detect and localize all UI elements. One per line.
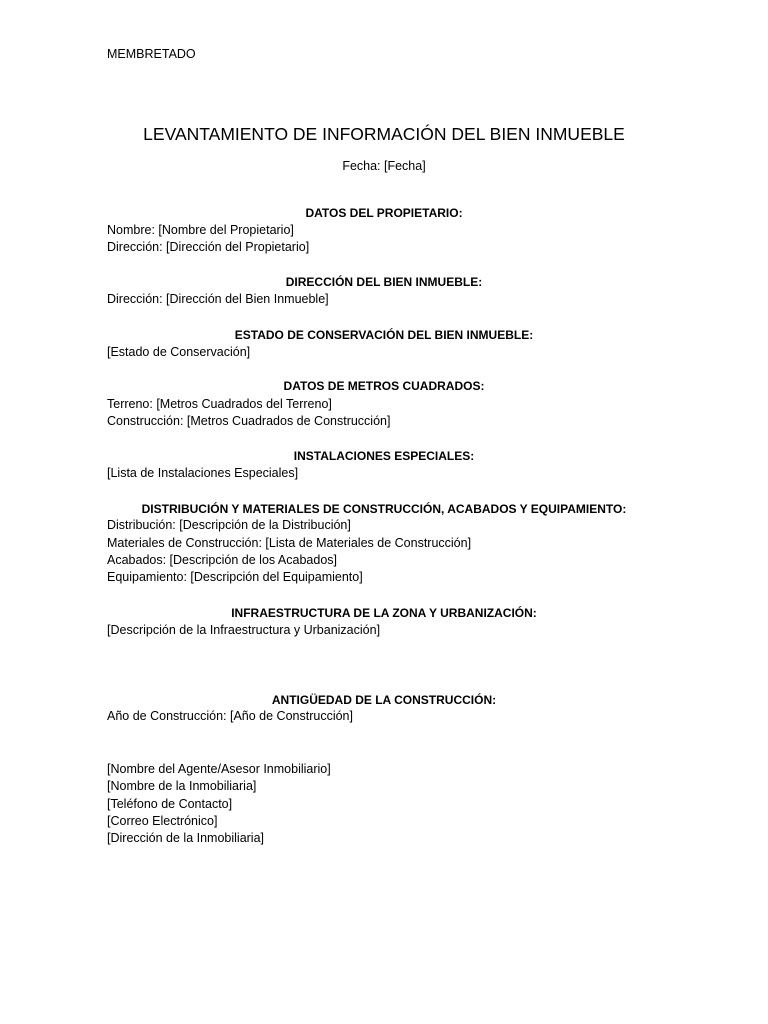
agent-name-line: [Nombre del Agente/Asesor Inmobiliario]: [107, 762, 331, 776]
agency-name-line: [Nombre de la Inmobiliaria]: [107, 779, 257, 793]
owner-heading: DATOS DEL PROPIETARIO:: [305, 206, 463, 220]
materials-line: Materiales de Construcción: [Lista de Materiales de Construcción]: [107, 536, 472, 550]
special-installations-line: [Lista de Instalaciones Especiales]: [107, 466, 299, 480]
conservation-heading: ESTADO DE CONSERVACIÓN DEL BIEN INMUEBLE:: [234, 328, 534, 342]
owner-name-line: Nombre: [Nombre del Propietario]: [107, 223, 294, 237]
square-meters-heading: DATOS DE METROS CUADRADOS:: [283, 379, 485, 393]
agency-address-line: [Dirección de la Inmobiliaria]: [107, 831, 265, 845]
email-line: [Correo Electrónico]: [107, 814, 218, 828]
letterhead: MEMBRETADO: [107, 47, 196, 61]
distribution-line: Distribución: [Descripción de la Distribución]: [107, 518, 351, 532]
construction-area-line: Construcción: [Metros Cuadrados de Construcción]: [107, 414, 391, 428]
document-title: LEVANTAMIENTO DE INFORMACIÓN DEL BIEN INMUEBLE: [143, 124, 625, 144]
special-installations-heading: INSTALACIONES ESPECIALES:: [293, 449, 475, 463]
infrastructure-line: [Descripción de la Infraestructura y Urbanización]: [107, 623, 381, 637]
infrastructure-heading: INFRAESTRUCTURA DE LA ZONA Y URBANIZACIÓN:: [231, 606, 537, 620]
property-address-line: Dirección: [Dirección del Bien Inmueble]: [107, 292, 329, 306]
land-area-line: Terreno: [Metros Cuadrados del Terreno]: [107, 397, 332, 411]
date-line: Fecha: [Fecha]: [342, 159, 426, 173]
age-heading: ANTIGÜEDAD DE LA CONSTRUCCIÓN:: [271, 693, 497, 707]
property-address-heading: DIRECCIÓN DEL BIEN INMUEBLE:: [285, 275, 483, 289]
owner-address-line: Dirección: [Dirección del Propietario]: [107, 240, 310, 254]
finishes-line: Acabados: [Descripción de los Acabados]: [107, 553, 337, 567]
distribution-heading: DISTRIBUCIÓN Y MATERIALES DE CONSTRUCCIÓN, ACABADOS Y EQUIPAMIENTO:: [141, 502, 627, 516]
equipment-line: Equipamiento: [Descripción del Equipamiento]: [107, 570, 363, 584]
construction-year-line: Año de Construcción: [Año de Construcción]: [107, 709, 353, 723]
conservation-line: [Estado de Conservación]: [107, 345, 251, 359]
contact-phone-line: [Teléfono de Contacto]: [107, 797, 233, 811]
